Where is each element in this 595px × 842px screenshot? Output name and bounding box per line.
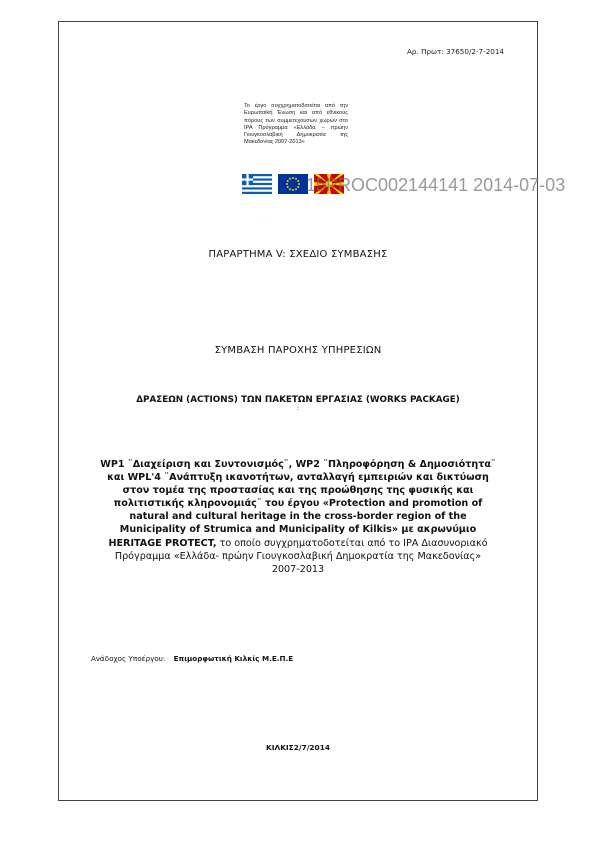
project-description [100,458,496,576]
project-description-normal: το οποίο συγχρηματοδοτείται από το ΙΡΑ Διασυνοριακό Πρόγραμμα «Ελλάδα- πρώην Γιουγκοσλαβική Δημοκρατία της Μακεδονίας» 2007-2013 [114,537,488,575]
eu-flag-icon [278,174,308,194]
funding-notice: Το έργο συγχρηματοδοτείται από την Ευρωπαϊκή Ένωση και από εθνικούς πόρους των συμμετεχουσών χωρών στο ΙΡΑ Πρόγραμμα «Ελλάδα – πρώην Γιουγκοσλαβική Δημοκρατία της Μακεδονίας 2007-2013» [244,103,348,146]
actions-colon: : [296,405,300,412]
contractor-line [91,654,293,663]
contractor-label: Ανάδοχος Υποέργου: [91,654,166,663]
project-description-bold: WP1 ¨Διαχείριση και Συντονισμός¨, WP2 ¨Πληροφόρηση & Δημοσιότητα¨ και WPL'4 ¨Ανάπτυξη ικανοτήτων, ανταλλαγή εμπειριών και δικτύωση στον τομέα της προστασίας και της προώθησης της φυσικής και πολιτιστικής κληρονομιάς¨ του έργου «Protection and promotion of natural and cultural heritage in the cross-border region of the Municipality of Strumica and Municipality of Kilkis» με ακρωνύμιο HERITAGE PROTECT, [100,459,496,549]
protocol-stamp: 15PROC002144141 2014-07-03 [306,175,566,195]
greek-flag-icon [242,174,272,194]
annex-title: ΠΑΡΑΡΤΗΜΑ V: ΣΧΕΔΙΟ ΣΥΜΒΑΣΗΣ [208,249,388,260]
protocol-number: Αρ. Πρωτ: 37650/2-7-2014 [407,47,504,56]
actions-title: ΔΡΑΣΕΩΝ (ACTIONS) ΤΩΝ ΠΑΚΕΤΩΝ ΕΡΓΑΣΙΑΣ (WORKS PACKAGE) [136,395,460,405]
contract-title: ΣΥΜΒΑΣΗ ΠΑΡΟΧΗΣ ΥΠΗΡΕΣΙΩΝ [214,345,382,356]
contractor-name: Επιμορφωτική Κιλκίς Μ.Ε.Π.Ε [173,654,294,663]
place-date: ΚΙΛΚΙΣ2/7/2014 [266,743,330,752]
